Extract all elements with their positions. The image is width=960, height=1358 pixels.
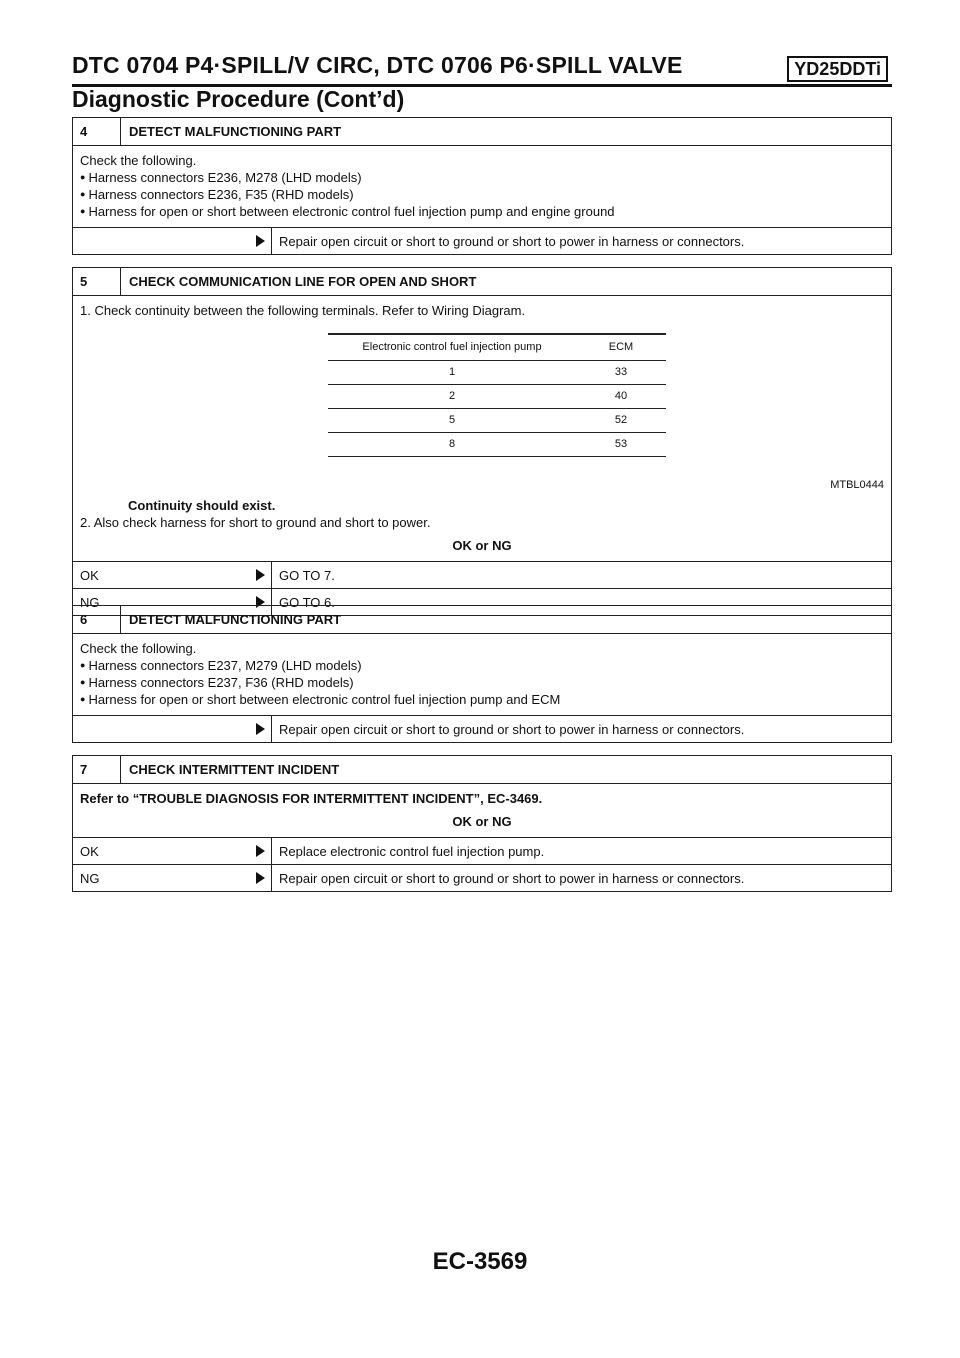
ok-label: OK [80, 568, 99, 583]
step-4-result [73, 227, 891, 254]
step-5-ok-row [73, 561, 891, 588]
step-title: CHECK INTERMITTENT INCIDENT [129, 762, 340, 777]
table-cell: 52 [576, 409, 666, 433]
table-cell: 2 [328, 385, 576, 409]
arrow-right-icon [256, 872, 265, 884]
step-4-box [72, 117, 892, 255]
table-row [328, 433, 666, 457]
step-7-ok-row [73, 837, 891, 864]
list-item: ● Harness connectors E236, M278 (LHD models) [80, 169, 884, 186]
step-6-box [72, 605, 892, 743]
list-item: ● Harness connectors E237, F36 (RHD models) [80, 674, 884, 691]
continuity-table [328, 333, 666, 457]
intro-text: Check the following. [80, 641, 197, 656]
table-cell: 53 [576, 433, 666, 457]
list-item: ● Harness for open or short between electronic control fuel injection pump and engine ground [80, 203, 884, 220]
instruction-text: 2. Also check harness for short to ground and short to power. [80, 515, 431, 530]
ok-or-ng-label: OK or NG [452, 538, 512, 553]
result-text: Repair open circuit or short to ground or short to power in harness or connectors. [271, 716, 891, 742]
figure-reference: MTBL0444 [830, 479, 884, 491]
step-6-body [73, 633, 891, 715]
step-5-header [73, 268, 891, 295]
engine-badge: YD25DDTi [787, 56, 888, 82]
step-title: DETECT MALFUNCTIONING PART [129, 124, 342, 139]
step-4-body [73, 145, 891, 227]
step-7-ng-row [73, 864, 891, 891]
table-row [328, 385, 666, 409]
table-header: Electronic control fuel injection pump [328, 334, 576, 361]
step-number: 5 [73, 268, 121, 295]
ng-label: NG [80, 595, 100, 610]
result-text: GO TO 7. [271, 562, 891, 588]
ok-or-ng-label: OK or NG [452, 814, 512, 829]
intro-text: Check the following. [80, 153, 197, 168]
result-text: GO TO 6. [271, 589, 891, 615]
arrow-right-icon [256, 723, 265, 735]
step-number: 4 [73, 118, 121, 145]
table-cell: 5 [328, 409, 576, 433]
step-7-body [73, 783, 891, 837]
step-6-header [73, 606, 891, 633]
step-number: 7 [73, 756, 121, 783]
step-4-header [73, 118, 891, 145]
instruction-text: 1. Check continuity between the following terminals. Refer to Wiring Diagram. [80, 303, 526, 318]
step-title: CHECK COMMUNICATION LINE FOR OPEN AND SHORT [129, 274, 477, 289]
ng-label: NG [80, 871, 100, 886]
table-row [328, 409, 666, 433]
arrow-right-icon [256, 569, 265, 581]
result-text: Repair open circuit or short to ground or short to power in harness or connectors. [271, 228, 891, 254]
list-item: ● Harness connectors E236, F35 (RHD models) [80, 186, 884, 203]
table-cell: 8 [328, 433, 576, 457]
table-row [328, 361, 666, 385]
step-5-body [73, 295, 891, 561]
table-cell: 40 [576, 385, 666, 409]
page-header [72, 52, 892, 112]
step-7-header [73, 756, 891, 783]
table-cell: 1 [328, 361, 576, 385]
list-item: ● Harness connectors E237, M279 (LHD models) [80, 657, 884, 674]
step-title: DETECT MALFUNCTIONING PART [129, 612, 342, 627]
table-header: ECM [576, 334, 666, 361]
page-title: DTC 0704 P4·SPILL/V CIRC, DTC 0706 P6·SPILL VALVE [72, 52, 683, 78]
result-text: Replace electronic control fuel injection pump. [271, 838, 891, 864]
table-cell: 33 [576, 361, 666, 385]
result-text: Repair open circuit or short to ground or short to power in harness or connectors. [271, 865, 891, 891]
list-item: ● Harness for open or short between electronic control fuel injection pump and ECM [80, 691, 884, 708]
continuity-note: Continuity should exist. [128, 498, 276, 513]
step-6-result [73, 715, 891, 742]
reference-text: Refer to “TROUBLE DIAGNOSIS FOR INTERMITTENT INCIDENT”, EC-3469. [80, 791, 543, 806]
page-subtitle: Diagnostic Procedure (Cont’d) [72, 86, 405, 112]
arrow-right-icon [256, 235, 265, 247]
page-number: EC-3569 [432, 1248, 528, 1275]
step-5-box [72, 267, 892, 616]
ok-label: OK [80, 844, 99, 859]
step-7-box [72, 755, 892, 892]
step-number: 6 [73, 606, 121, 633]
arrow-right-icon [256, 845, 265, 857]
